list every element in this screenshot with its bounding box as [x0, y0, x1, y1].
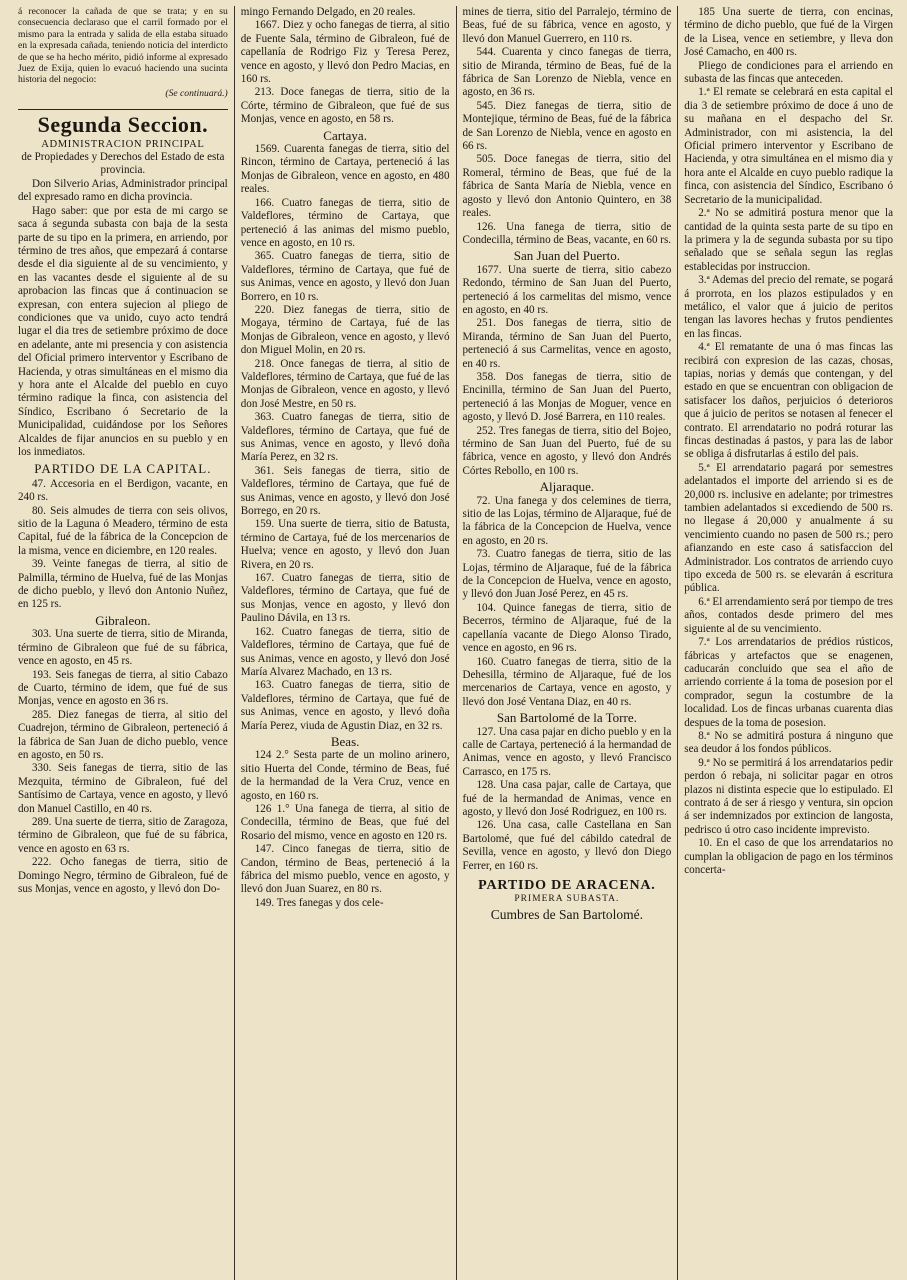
entry-213: 213. Doce fanegas de tierra, sitio de la Córte, término de Gibraleon, que fué de sus Monjas, vence en agosto, en 58 rs.: [240, 86, 450, 126]
condition-7: 7.ª Los arrendatarios de prédios rústicos, fábricas y artefactos que se enagenen, caducarán concluido que sea el año de arriendo corriente á la toma de posesion por el comprador, segun la costumbre de la localidad. Los de fincas urbanas cuarenta dias despues de la toma de posesion.: [684, 636, 893, 729]
condition-8: 8.ª No se admitirá postura á ninguno que sea deudor á los fondos públicos.: [684, 729, 893, 756]
heading-primera-subasta: PRIMERA SUBASTA.: [514, 894, 620, 905]
entry-363: 363. Cuatro fanegas de tierra, sitio de Valdeflores, término de Cartaya, que fué de sus Animas, vence en agosto, y llevó doña María Perez, en 32 rs.: [240, 411, 450, 464]
entry-365: 365. Cuatro fanegas de tierra, sitio de Valdeflores, término de Cartaya, que fué de sus Animas, vence en agosto, y llevó don Juan Borrero, en 10 rs.: [240, 250, 450, 303]
paragraph-announcement: Hago saber: que por esta de mi cargo se saca á segunda subasta con baja de la sesta parte de su tipo en la primera, en arriendo, por término de tres años, que empezará á contarse desde el dia siguiente al de su vencimiento, y en las vacantes desde el siguiente al de su aprobacion las fincas que á continuacion se expresan, con entera sujecion al pliego de condiciones que va unido, cuyo acto tendrá lugar el dia tres de setiembre próximo de doce en adelante, ante mi presencia y con asistencia del Oficial primero interventor y Escribano de Hacienda, y otras simultáneas en el mismo dia y hora ante el Alcalde del pueblo en cuyo término radique la finca, con asistencia del Síndico, Escribano ó Secretario de la Municipalidad, cuidándose por los Señores Alcaldes de fijar anuncios en su pueblo y en los inmediatos.: [18, 204, 228, 458]
continuation-note: (Se continuará.): [165, 87, 228, 99]
entry-163: 163. Cuatro fanegas de tierra, sitio de Valdeflores, término de Cartaya, que fué de sus Animas, vence en agosto, y llevó doña María Perez, viuda de Agustin Diaz, en 32 rs.: [240, 679, 450, 732]
conditions-heading: Pliego de condiciones para el arriendo en subasta de las fincas que anteceden.: [684, 59, 893, 86]
entry-160: 160. Cuatro fanegas de tierra, sitio de la Dehesilla, término de Aljaraque, fué de los mercenarios de Cartaya, vence en agosto, y llevó don José Ventana Diaz, en 40 rs.: [462, 655, 672, 708]
entry-124: 124 2.° Sesta parte de un molino arinero, sitio Huerta del Conde, término de Beas, fué de la hermandad de la Vera Cruz, vence en agosto, en 160 rs.: [240, 749, 450, 802]
entry-222-continued: mingo Fernando Delgado, en 20 reales.: [240, 6, 416, 18]
heading-partido-capital: PARTIDO DE LA CAPITAL.: [34, 461, 212, 477]
entry-147: 147. Cinco fanegas de tierra, sitio de Candon, término de Beas, perteneció á la fábrica del mismo pueblo, vence en agosto, y llevó don Juan Suarez, en 80 rs.: [240, 843, 450, 896]
entry-251: 251. Dos fanegas de tierra, sitio de Miranda, término de San Juan del Puerto, perteneció á sus Carmelitas, vence en agosto, en 40 rs.: [462, 317, 672, 370]
entry-544: 544. Cuarenta y cinco fanegas de tierra, sitio de Miranda, término de Beas, fué de la fábrica de San Lorenzo de Niebla, vence en agosto, en 36 rs.: [462, 46, 672, 99]
entry-167: 167. Cuatro fanegas de tierra, sitio de Valdeflores, término de Cartaya, que fué de sus Monjas, vence en agosto, y llevó don Paulino Dávila, en 13 rs.: [240, 572, 450, 625]
entry-222: 222. Ocho fanegas de tierra, sitio de Domingo Negro, término de Gibraleon, fué de sus Monjas, vence en agosto, y llevó don Do-: [18, 856, 228, 895]
condition-9: 9.ª No se permitirá á los arrendatarios pedir perdon ó rebaja, ni solicitar pagar en otros plazos ni distinta especie que lo estipulado. El contrato á de ser á riesgo y ventura, sin opcion á ser indemnizados por extincion de langosta, pedrisco ú otro caso incidente imprevisto.: [684, 756, 893, 836]
entry-1569: 1569. Cuarenta fanegas de tierra, sitio del Rincon, término de Cartaya, perteneció á las Monjas de Gibraleon, vence en agosto, en 480 reales.: [240, 143, 450, 196]
condition-10: 10. En el caso de que los arrendatarios no cumplan la obligacion de pago en los términos concerta-: [684, 837, 893, 876]
heading-partido-aracena: PARTIDO DE ARACENA.: [478, 878, 656, 893]
entry-361: 361. Seis fanegas de tierra, sitio de Valdeflores, término de Cartaya, que fué de sus Animas, vence en agosto, y llevó don José Borrego, en 20 rs.: [240, 464, 450, 518]
entry-73: 73. Cuatro fanegas de tierra, sitio de las Lojas, término de Aljaraque, fué de la fábrica de la Concepcion de Huelva, vence en agosto, y llevó don Juan José Perez, en 45 rs.: [462, 548, 672, 601]
entry-330: 330. Seis fanegas de tierra, sitio de las Mezquita, término de Gibraleon, fué del Santísimo de Cartaya, vence en agosto, y llevó don Manuel Castillo, en 40 rs.: [18, 762, 228, 815]
condition-5: 5.ª El arrendatario pagará por semestres adelantados el importe del arriendo si es de 20,000 rs. inclusive en adelante; por trimestres tambien adelantados si excediendo de 500 rs. no llegase á 20,000 y anualmente á su vencimiento cuando no pasen de 500 rs.; pero afianzando en este caso á satisfaccion del Administrador. Los contratos de arriendo cuyo tipo exceda de 500 rs. se elevarán á escritura pública.: [684, 461, 893, 595]
town-heading-aljaraque: Aljaraque.: [539, 479, 595, 495]
entry-1667: 1667. Diez y ocho fanegas de tierra, al sitio de Fuente Sala, término de Gibraleon, fué de capellanía de Rodrigo Fiz y Teresa Perez, vence en agosto, y llevó don Pedro Macias, en 160 rs.: [240, 19, 450, 86]
entry-104: 104. Quince fanegas de tierra, sitio de Becerros, término de Aljaraque, fué de la capellanía vacante de Diego Alonso Tirado, vence en agosto, en 96 rs.: [462, 601, 672, 655]
entry-289: 289. Una suerte de tierra, sitio de Zaragoza, término de Gibraleon, que fué de su fábrica, vence en agosto en 63 rs.: [18, 815, 228, 855]
entry-39: 39. Veinte fanegas de tierra, al sitio de Palmilla, término de Huelva, fué de las Monjas de dicho pueblo, y llevó don Antonio Nuñez, en 125 rs.: [18, 558, 228, 611]
paragraph-administrator: Don Silverio Arias, Administrador principal del expresado ramo en dicha provincia.: [18, 177, 228, 204]
condition-4: 4.ª El rematante de una ó mas fincas las recibirá con expresion de las cazas, chosas, tapias, norias y demás que contengan, y del estado en que se encuentran con obligacion de satisfacer los daños, perjuicios ó deterioros que á juicio de peritos se notasen al fenecer el contrato. El arrendatario no podrá roturar las fincas destinadas á pastos, y para las de labor se obliga á disfrutarlas á estilo del pais.: [684, 341, 893, 461]
entry-1677: 1677. Una suerte de tierra, sitio cabezo Redondo, término de San Juan del Puerto, perteneció á los carmelitas del mismo, vence en agosto, en 40 rs.: [462, 263, 672, 316]
entry-303: 303. Una suerte de tierra, sitio de Miranda, término de Gibraleon que fué de su fábrica, vence en agosto, en 45 rs.: [18, 628, 228, 668]
town-heading-cartaya: Cartaya.: [323, 127, 367, 143]
town-heading-gibraleon: Gibraleon.: [95, 612, 151, 628]
town-heading-cumbres: Cumbres de San Bartolomé.: [490, 906, 643, 922]
entry-72: 72. Una fanega y dos celemines de tierra, sitio de las Lojas, término de Aljaraque, fué de la fábrica de la Concepcion de Huelva, vence en agosto, en 20 rs.: [462, 494, 672, 547]
entry-218: 218. Once fanegas de tierra, al sitio de Valdeflores, término de Cartaya, que fué de las Monjas de Gibraleon, vence en agosto, y llevó don José Mestre, en 50 rs.: [240, 357, 450, 410]
town-heading-san-juan-del-puerto: San Juan del Puerto.: [513, 248, 620, 264]
entry-220: 220. Diez fanegas de tierra, sitio de Mogaya, término de Cartaya, fué de las Monjas de Gibraleon, vence en agosto, y llevó don Miguel Molin, en 20 rs.: [240, 303, 450, 357]
condition-2: 2.ª No se admitirá postura menor que la cantidad de la quinta sesta parte de su tipo en la primera y la de segunda subasta por su tipo señalado que se señala segun las reglas establecidas por instruccion.: [684, 207, 893, 273]
entry-126: 126 1.° Una fanega de tierra, al sitio de Condecilla, término de Beas, que fué del Rosario del mismo, vence en agosto en 120 rs.: [240, 802, 450, 842]
town-heading-san-bartolome: San Bartolomé de la Torre.: [496, 710, 637, 726]
column-4: [677, 6, 899, 1280]
entry-193: 193. Seis fanegas de tierra, al sitio Cabazo de Cuarto, término de idem, que fué de sus Monjas, vence en agosto en 36 rs.: [18, 668, 228, 708]
column-3: [456, 6, 678, 1280]
condition-6: 6.ª El arrendamiento será por tiempo de tres años, contados desde primero del mes siguiente al de su vencimiento.: [684, 595, 893, 635]
entry-505: 505. Doce fanegas de tierra, sitio del Romeral, término de Beas, que fué de la fábrica de Santa María de Niebla, vence en agosto y llevó don Antonio Quintero, en 38 reales.: [462, 153, 672, 220]
admin-subheading: de Propiedades y Derechos del Estado de esta provincia.: [21, 151, 225, 177]
column-2: [234, 6, 456, 1280]
entry-252: 252. Tres fanegas de tierra, sitio del Bojeo, término de San Juan del Puerto, fué de su fábrica, vence en agosto, y llevó don Andrés Córtes Rebollo, en 100 rs.: [462, 424, 672, 477]
column-1: [12, 6, 234, 1280]
entry-126-san-bartolome: 126. Una casa, calle Castellana en San Bartolomé, que fué del cábildo catedral de Sevilla, vence en agosto, y llevó don Diego Ferrer, en 160 rs.: [462, 819, 672, 872]
entry-47: 47. Accesoria en el Berdigon, vacante, en 240 rs.: [18, 477, 228, 504]
condition-1: 1.ª El remate se celebrará en esta capital el dia 3 de setiembre próximo de doce á uno de su mañana en el despacho del Sr. Administrador, con mi asistencia, la del Oficial primero interventor y Escribano de Hacienda, y otra simultánea en el mismo dia y hora ante el Alcalde en cuyo pueblo radique la finca, con asistencia del Síndico, Escribano ó Secretario de la municipalidad.: [684, 86, 893, 206]
entry-545: 545. Diez fanegas de tierra, sitio de Montejique, término de Beas, fué de la fábrica de San Lorenzo de Niebla, vence en agosto en 66 rs.: [462, 99, 672, 153]
condition-3: 3.ª Ademas del precio del remate, se pogará á prorrota, en los plazos estipulados y en metálico, el valor que á juicio de peritos tengan las lavores hechas y frutos pendientes en las fincas.: [684, 274, 893, 340]
entry-149-continued: mines de tierra, sitio del Parralejo, término de Beas, fué de su fábrica, vence en agosto, y llevó don Manuel Guerrero, en 110 rs.: [462, 6, 672, 45]
town-heading-beas: Beas.: [330, 733, 360, 749]
entry-149: 149. Tres fanegas y dos cele-: [254, 896, 384, 909]
intro-paragraph: á reconocer la cañada de que se trata; y en su consecuencia declaraso que el carril formado por el mismo para la entrada y salida de ella estaba situado en la expresada cañada, teniendo noticia del interdicto de que se ha hecho mérito, pidió informe al expresado Juez de Exija, quien lo evacuó haciendo una sucinta historia del negocio:: [18, 6, 228, 86]
entry-285: 285. Diez fanegas de tierra, al sitio del Cuadrejon, término de Gibraleon, perteneció á la fábrica de San Juan de dicho pueblo, vence en agosto, en 50 rs.: [18, 708, 228, 761]
entry-127: 127. Una casa pajar en dicho pueblo y en la calle de Cartaya, perteneció á la hermandad de Animas, vence en agosto, y llevó Francisco Carrasco, en 175 rs.: [462, 725, 672, 778]
entry-185: 185 Una suerte de tierra, con encinas, término de dicho pueblo, que fué de la Virgen de la Lisea, vence en setiembre, y lleva don José Camacho, en 400 rs.: [684, 6, 893, 59]
entry-128: 128. Una casa pajar, calle de Cartaya, que fué de la hermandad de Animas, vence en agosto, y llevó don José Rodriguez, en 100 rs.: [462, 779, 672, 818]
entry-166: 166. Cuatro fanegas de tierra, sitio de Valdeflores, término de Cartaya, que perteneció á las animas del mismo pueblo, vence en agosto, en 10 rs.: [240, 196, 450, 249]
section-title: Segunda Seccion.: [18, 109, 228, 131]
entry-358: 358. Dos fanegas de tierra, sitio de Encinilla, término de San Juan del Puerto, perteneció á las Monjas de Moguer, vence en agosto, y llevó D. José Barrera, en 110 reales.: [462, 370, 672, 424]
entry-162: 162. Cuatro fanegas de tierra, sitio de Valdeflores, término de Cartaya, que fué de sus Animas, vence en agosto, y llevó don José María Alvarez Machado, en 13 rs.: [240, 625, 450, 678]
entry-126-beas: 126. Una fanega de tierra, sitio de Condecilla, término de Beas, vacante, en 60 rs.: [462, 220, 672, 246]
entry-80: 80. Seis almudes de tierra con seis olivos, sitio de la Laguna ó Meadero, término de esta Capital, fué de la fábrica de la Concepcion de la misma, vence en diciembre, en 120 reales.: [18, 504, 228, 557]
admin-heading: ADMINISTRACION PRINCIPAL: [41, 138, 205, 150]
entry-159: 159. Una suerte de tierra, sitio de Batusta, término de Cartaya, fué de los mercenarios de Huelva; vence en agosto, y llevó don Juan Rivera, en 20 rs.: [240, 518, 450, 571]
